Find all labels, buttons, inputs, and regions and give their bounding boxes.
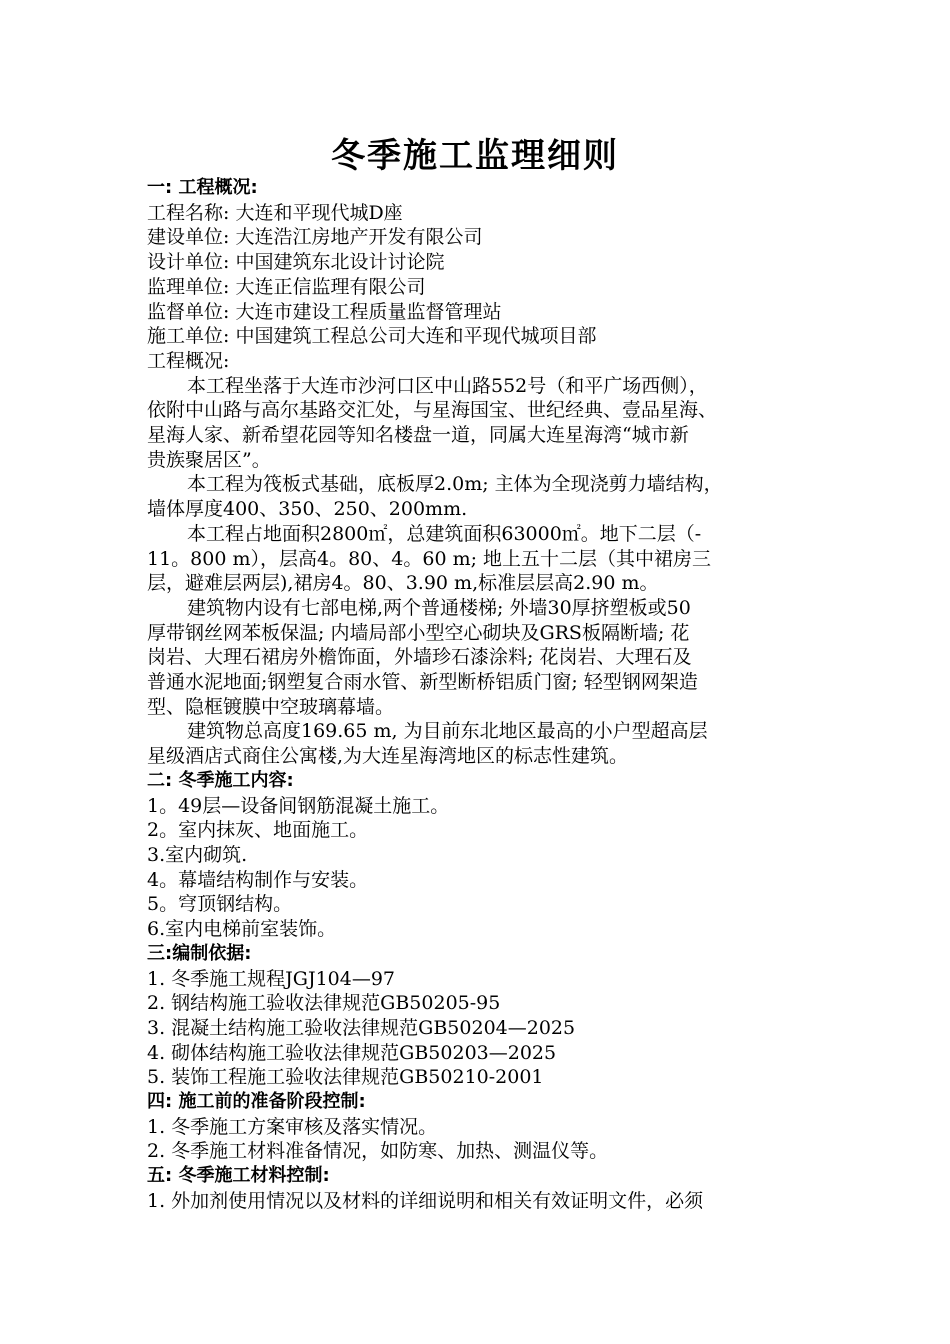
paragraph-line: 星级酒店式商住公寓楼,为大连星海湾地区的标志性建筑。 bbox=[147, 745, 629, 768]
list-item: 5. 装饰工程施工验收法律规范GB50210-2001 bbox=[147, 1066, 544, 1089]
paragraph-line: 层，避难层两层),裙房4。80、3.90 m,标准层层高2.90 m。 bbox=[147, 572, 659, 595]
client-unit: 建设单位: 大连浩江房地产开发有限公司 bbox=[147, 226, 483, 249]
paragraph-line: 建筑物内设有七部电梯,两个普通楼梯; 外墙30厚挤塑板或50 bbox=[187, 596, 691, 619]
list-item: 1. 冬季施工方案审核及落实情况。 bbox=[147, 1115, 438, 1138]
list-item: 4。幕墙结构制作与安装。 bbox=[147, 868, 369, 891]
list-item: 1. 外加剂使用情况以及材料的详细说明和相关有效证明文件，必须 bbox=[147, 1189, 704, 1212]
paragraph-line: 墙体厚度400、350、250、200mm. bbox=[147, 498, 468, 521]
section-heading-preparation: 四: 施工前的准备阶段控制: bbox=[147, 1091, 366, 1113]
paragraph-line: 本工程坐落于大连市沙河口区中山路552号（和平广场西侧）， bbox=[187, 374, 708, 397]
paragraph-line: 岗岩、大理石裙房外檐饰面，外墙珍石漆涂料; 花岗岩、大理石及 bbox=[147, 646, 692, 669]
list-item: 2。室内抹灰、地面施工。 bbox=[147, 819, 369, 842]
list-item: 1。49层—设备间钢筋混凝土施工。 bbox=[147, 794, 450, 817]
section-heading-materials: 五: 冬季施工材料控制: bbox=[147, 1165, 330, 1187]
paragraph-line: 建筑物总高度169.65 m, 为目前东北地区最高的小户型超高层 bbox=[187, 720, 708, 743]
document-body bbox=[147, 176, 817, 1214]
construction-unit: 施工单位: 中国建筑工程总公司大连和平现代城项目部 bbox=[147, 325, 597, 348]
section-heading-overview: 一: 工程概况: bbox=[147, 177, 258, 198]
overview-label: 工程概况: bbox=[147, 349, 230, 372]
design-unit: 设计单位: 中国建筑东北设计讨论院 bbox=[147, 251, 445, 274]
list-item: 6.室内电梯前室装饰。 bbox=[147, 918, 337, 941]
document-title: 冬季施工监理细则 bbox=[331, 136, 619, 176]
paragraph-line: 型、隐框镀膜中空玻璃幕墙。 bbox=[147, 695, 395, 718]
section-heading-winter-work: 二: 冬季施工内容: bbox=[147, 769, 294, 791]
paragraph-line: 依附中山路与高尔基路交汇处，与星海国宝、世纪经典、壹品星海、 bbox=[147, 399, 718, 422]
list-item: 5。穹顶钢结构。 bbox=[147, 893, 293, 916]
paragraph-line: 贵族聚居区”。 bbox=[147, 448, 271, 471]
supervision-unit: 监理单位: 大连正信监理有限公司 bbox=[147, 275, 426, 298]
section-heading-basis: 三:编制依据: bbox=[147, 942, 252, 964]
list-item: 1. 冬季施工规程JGJ104—97 bbox=[147, 967, 396, 990]
paragraph-line: 11。800 m），层高4。80、4。60 m; 地上五十二层（其中裙房三 bbox=[147, 547, 712, 570]
paragraph-line: 本工程为筏板式基础，底板厚2.0m; 主体为全现浇剪力墙结构， bbox=[187, 473, 723, 496]
list-item: 4. 砌体结构施工验收法律规范GB50203—2025 bbox=[147, 1041, 557, 1064]
project-name: 工程名称: 大连和平现代城D座 bbox=[147, 201, 403, 224]
paragraph-line: 厚带钢丝网苯板保温; 内墙局部小型空心砌块及GRS板隔断墙; 花 bbox=[147, 621, 690, 644]
list-item: 3. 混凝土结构施工验收法律规范GB50204—2025 bbox=[147, 1016, 576, 1039]
paragraph-line: 普通水泥地面;钢塑复合雨水管、新型断桥铝质门窗; 轻型钢网架造 bbox=[147, 671, 698, 694]
list-item: 2. 钢结构施工验收法律规范GB50205-95 bbox=[147, 992, 501, 1015]
list-item: 3.室内砌筑. bbox=[147, 843, 248, 866]
list-item: 2. 冬季施工材料准备情况，如防寒、加热、测温仪等。 bbox=[147, 1140, 609, 1163]
inspection-unit: 监督单位: 大连市建设工程质量监督管理站 bbox=[147, 300, 502, 323]
paragraph-line: 星海人家、新希望花园等知名楼盘一道，同属大连星海湾“城市新 bbox=[147, 424, 689, 447]
paragraph-line: 本工程占地面积2800㎡，总建筑面积63000㎡。地下二层（- bbox=[187, 522, 702, 545]
